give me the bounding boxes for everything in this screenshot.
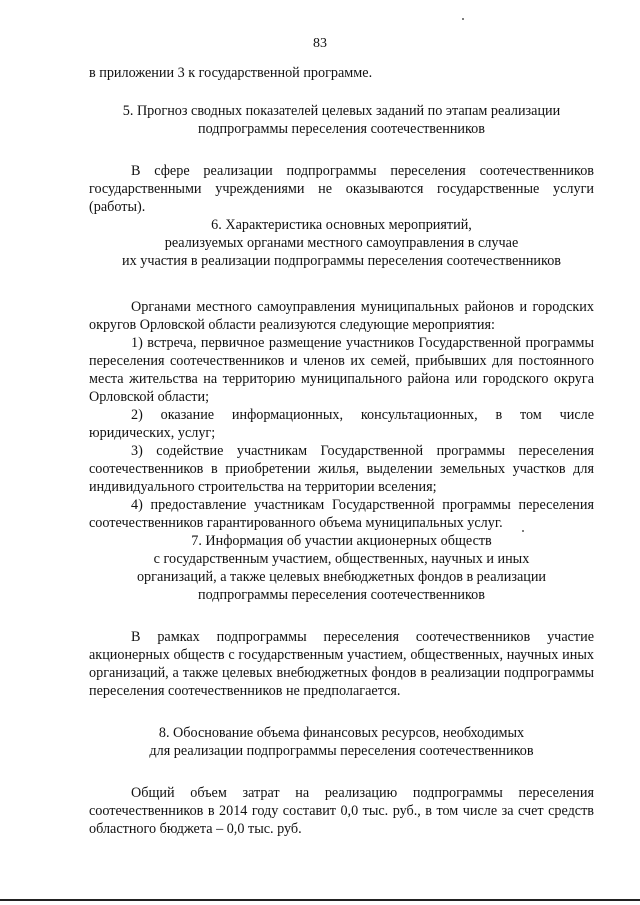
section-5-heading-line-1: 5. Прогноз сводных показателей целевых заданий по этапам реализации (122, 103, 561, 119)
section-6-intro: Органами местного самоуправления муниципальных районов и городских округов Орловской области реализуются следующие мероприятия: (89, 299, 594, 333)
section-6-item-1: 1) встреча, первичное размещение участников Государственной программы переселения соотечественников и членов их семей, прибывших для постоянного места жительства на территорию муниципального района или городского округа Орловской области; (89, 335, 594, 405)
section-6-heading-line-3: их участия в реализации подпрограммы переселения соотечественников (122, 253, 561, 269)
section-6-heading-line-1: 6. Характеристика основных мероприятий, (211, 217, 472, 233)
section-5-paragraph: В сфере реализации подпрограммы переселения соотечественников государственными учреждениями не оказываются государственные услуги (работы). (89, 163, 594, 215)
section-6-item-4: 4) предоставление участникам Государственной программы переселения соотечественников гарантированного объема муниципальных услуг. (89, 497, 594, 531)
section-6-item-2: 2) оказание информационных, консультационных, в том числе юридических, услуг; (89, 407, 594, 441)
section-7-heading-line-4: подпрограммы переселения соотечественников (198, 587, 485, 603)
section-8 (89, 724, 594, 838)
section-8-heading-line-1: 8. Обоснование объема финансовых ресурсов, необходимых (158, 725, 525, 741)
section-5-heading-line-2: подпрограммы переселения соотечественников (198, 121, 485, 137)
section-6-heading-line-2: реализуемых органами местного самоуправления в случае (164, 235, 519, 251)
document-body (89, 64, 594, 838)
scan-speck (522, 530, 524, 532)
intro-line: в приложении 3 к государственной программе. (89, 65, 373, 81)
scan-speck (462, 18, 464, 20)
section-5 (89, 102, 594, 216)
section-7-heading-line-1: 7. Информация об участии акционерных обществ (191, 533, 492, 549)
section-7-heading-line-3: организаций, а также целевых внебюджетных фондов в реализации (136, 569, 547, 585)
scan-bottom-edge (0, 899, 640, 901)
page-number: 83 (313, 36, 327, 51)
section-7-paragraph: В рамках подпрограммы переселения соотечественников участие акционерных обществ с государственным участием, общественных, научных иных организаций, а также целевых внебюджетных фондов в реализации подпрограммы переселения соотечественников не предполагается. (89, 629, 594, 699)
section-8-paragraph: Общий объем затрат на реализацию подпрограммы переселения соотечественников в 2014 году составит 0,0 тыс. руб., в том числе за счет средств областного бюджета – 0,0 тыс. руб. (89, 785, 594, 837)
section-7-heading-line-2: с государственным участием, общественных, научных и иных (153, 551, 530, 567)
section-8-heading-line-2: для реализации подпрограммы переселения соотечественников (149, 743, 534, 759)
section-6 (89, 216, 594, 532)
section-7 (89, 532, 594, 700)
section-6-item-3: 3) содействие участникам Государственной программы переселения соотечественников в приобретении жилья, выделении земельных участков для индивидуального строительства на территории вселения; (89, 443, 594, 495)
